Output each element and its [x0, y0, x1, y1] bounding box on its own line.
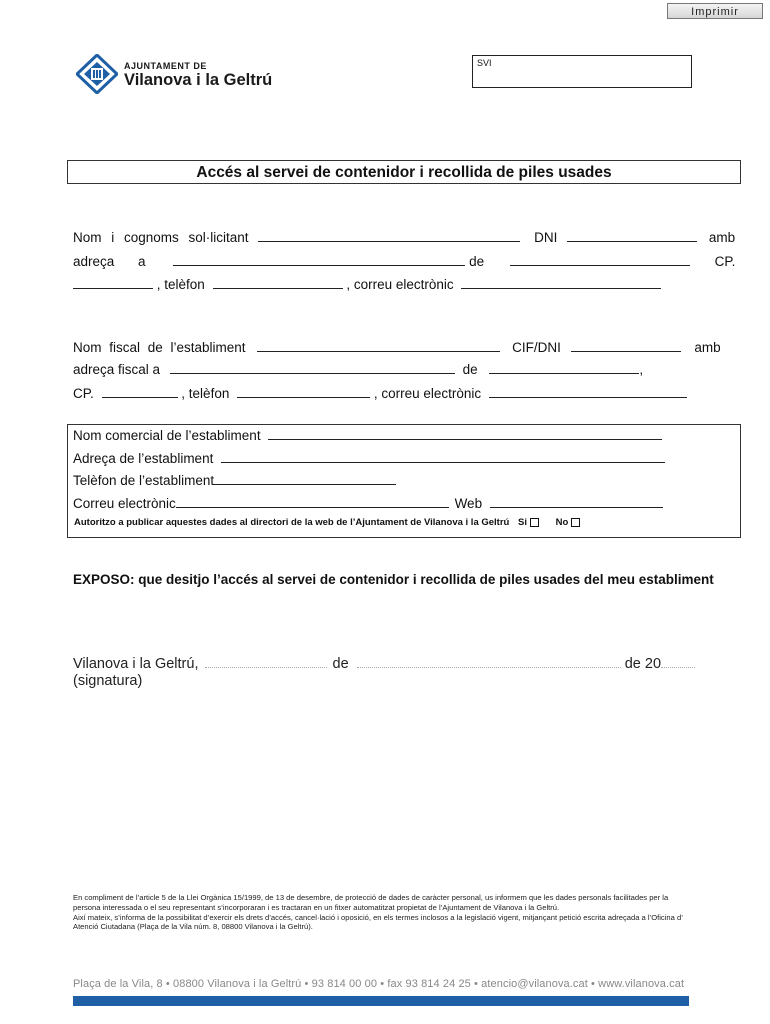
authorize-no-label: No	[555, 517, 569, 528]
applicant-cp-label: CP.	[714, 254, 736, 269]
applicant-phone-field[interactable]	[213, 276, 343, 289]
est-phone-field[interactable]	[237, 385, 370, 398]
applicant-cp-field[interactable]	[73, 276, 153, 289]
est-fiscal-name-field[interactable]	[257, 339, 500, 352]
legal-paragraph-1: En compliment de l’article 5 de la Llei Orgànica 15/1999, de 13 de desembre, de protecció de dades de caràcter personal, us informem que les dades personals facilitades per la persona interessada o el seu representant s’incorporaran i es tractaran en un fitxer automatitzat propietat de l’Ajuntament de Vilanova i la Geltrú.	[73, 893, 669, 912]
authorize-text: Autoritzo a publicar aquestes dades al directori de la web de l’Ajuntament de Vilanova i la Geltrú	[74, 517, 510, 528]
directory-email-field[interactable]	[176, 495, 449, 508]
est-comma: ,	[639, 362, 644, 377]
applicant-address-label: adreça	[73, 254, 115, 269]
directory-address-label: Adreça de l’establiment	[73, 451, 214, 466]
est-phone-label: , telèfon	[181, 386, 230, 401]
legal-paragraph-2: Així mateix, s’informa de la possibilitat d’exercir els drets d’accés, cancel·lació i oposició, en els termes inclosos a la legislació vigent, mitjançant petició escrita adreçada a l’Oficina d’ Atenció Ciutadana (Plaça de la Vila núm. 8, 08800 Vilanova i la Geltrú).	[73, 912, 683, 932]
est-address-field[interactable]	[170, 361, 455, 374]
applicant-dni-label: DNI	[534, 230, 558, 245]
authorize-yes-checkbox[interactable]	[530, 518, 539, 527]
authorize-yes-label: Si	[518, 517, 527, 528]
est-fiscal-name-label: Nom fiscal de l’establiment	[73, 340, 246, 355]
commercial-name-label: Nom comercial de l’establiment	[73, 428, 261, 443]
directory-phone-label: Telèfon de l’establiment	[73, 473, 215, 488]
signature-month-field[interactable]	[357, 655, 621, 668]
est-city-field[interactable]	[489, 361, 639, 374]
directory-web-field[interactable]	[490, 495, 663, 508]
applicant-email-field[interactable]	[461, 276, 661, 289]
est-cif-field[interactable]	[571, 339, 681, 352]
directory-web-label: Web	[454, 496, 483, 511]
city-logo-icon	[76, 54, 118, 99]
applicant-address-field[interactable]	[173, 253, 465, 266]
directory-address-field[interactable]	[221, 450, 665, 463]
print-button[interactable]: Imprimir	[667, 3, 763, 19]
applicant-city-field[interactable]	[510, 253, 690, 266]
logo-line1: AJUNTAMENT DE	[124, 61, 207, 71]
logo-line2: Vilanova i la Geltrú	[124, 71, 273, 89]
directory-email-label: Correu electrònic	[73, 496, 176, 511]
applicant-dni-field[interactable]	[567, 229, 697, 242]
applicant-email-label: , correu electrònic	[346, 277, 454, 292]
footer-bar	[73, 996, 689, 1006]
est-cp-field[interactable]	[102, 385, 178, 398]
est-cif-label: CIF/DNI	[512, 340, 561, 355]
signature-day-field[interactable]	[205, 655, 327, 668]
est-address-label: adreça fiscal a	[73, 362, 161, 377]
signature-year-field[interactable]	[661, 655, 695, 668]
est-email-field[interactable]	[489, 385, 687, 398]
applicant-name-field[interactable]	[258, 229, 520, 242]
authorize-no-checkbox[interactable]	[571, 518, 580, 527]
applicant-amb-label: amb	[708, 230, 736, 245]
est-de-label: de	[462, 362, 478, 377]
signature-label: (signatura)	[73, 673, 143, 689]
applicant-phone-label: , telèfon	[156, 277, 205, 292]
applicant-name-label: Nom i cognoms sol·licitant	[73, 230, 249, 245]
applicant-a-label: a	[138, 254, 146, 269]
legal-notice	[73, 893, 693, 932]
svi-label: SVI	[477, 58, 492, 68]
signature-year-label: de 20	[624, 656, 662, 672]
footer-contact: Plaça de la Vila, 8 • 08800 Vilanova i la Geltrú • 93 814 00 00 • fax 93 814 24 25 • atencio@vilanova.cat • www.vilanova.cat	[73, 978, 685, 990]
est-amb-label: amb	[694, 340, 721, 355]
svi-field[interactable]	[472, 55, 692, 88]
signature-de-label: de	[332, 656, 349, 672]
commercial-name-field[interactable]	[268, 427, 662, 440]
page-title: Accés al servei de contenidor i recollida de piles usades	[67, 160, 741, 184]
applicant-de-label: de	[469, 254, 485, 269]
directory-phone-field[interactable]	[214, 472, 396, 485]
signature-city: Vilanova i la Geltrú,	[73, 656, 199, 672]
est-cp-label: CP.	[73, 386, 94, 401]
expose-statement: EXPOSO: que desitjo l’accés al servei de contenidor i recollida de piles usades del meu establiment	[73, 572, 714, 587]
est-email-label: , correu electrònic	[373, 386, 482, 401]
